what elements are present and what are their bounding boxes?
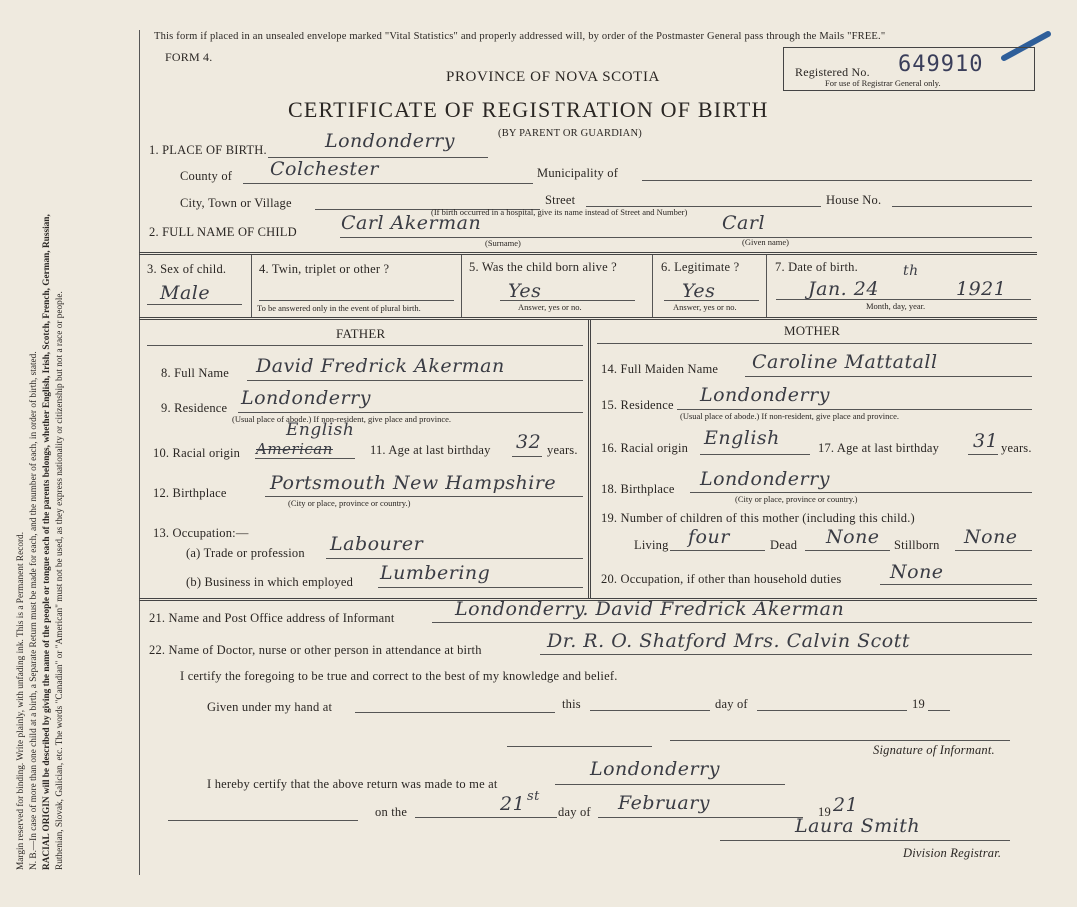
business-value: Lumbering (380, 562, 491, 584)
informant-signature-rule (507, 746, 652, 747)
informant-line (432, 622, 1032, 623)
informant-label: 21. Name and Post Office address of Informant (149, 611, 395, 625)
father-heading-rule (147, 345, 583, 346)
legitimate-note: Answer, yes or no. (673, 302, 737, 312)
doctor-line (540, 654, 1032, 655)
form-number: FORM 4. (165, 50, 213, 64)
mother-abode-note: (Usual place of abode.) If non-resident, give place and province. (680, 411, 900, 421)
dob-year-value: 1921 (956, 278, 1007, 300)
father-heading: FATHER (336, 326, 386, 341)
mother-name-label: 14. Full Maiden Name (601, 362, 719, 376)
certificate-title: CERTIFICATE OF REGISTRATION OF BIRTH (288, 97, 769, 122)
county-line (243, 183, 533, 184)
father-birthplace-line (265, 496, 583, 497)
grid-divider (766, 255, 767, 317)
city-label: City, Town or Village (180, 196, 292, 210)
legitimate-line (664, 300, 759, 301)
registration-day-suffix: st (527, 789, 540, 804)
mother-city-note: (City or place, province or country.) (735, 494, 858, 504)
province: PROVINCE OF NOVA SCOTIA (446, 69, 660, 85)
registration-day-value: 21 (500, 793, 526, 815)
hospital-note: (If birth occurred in a hospital, give its name instead of Street and Number) (431, 207, 688, 217)
father-age-line (512, 456, 542, 457)
born-alive-note: Answer, yes or no. (518, 302, 582, 312)
registration-month-line (598, 817, 803, 818)
day-of-label: day of (715, 697, 748, 711)
mother-residence-label: 15. Residence (601, 398, 674, 412)
place-of-birth-value: Londonderry (325, 130, 455, 152)
grid-top-border (139, 252, 1037, 255)
registrar-signature-line (720, 840, 1010, 841)
father-racial-value: English (286, 420, 355, 440)
informant-value: Londonderry. David Fredrick Akerman (455, 598, 845, 620)
father-residence-line (238, 412, 583, 413)
trade-line (326, 558, 583, 559)
father-racial-struck-value: American (256, 440, 333, 458)
registration-place-line (555, 784, 785, 785)
postal-note: This form if placed in an unsealed envelope marked "Vital Statistics" and properly addressed will, by order of the Postmaster General pass through the Mails "FREE." (154, 31, 886, 42)
mother-birthplace-line (690, 492, 1032, 493)
house-no-label: House No. (826, 193, 882, 207)
father-residence-value: Londonderry (241, 387, 371, 409)
dead-value: None (826, 526, 880, 548)
born-alive-value: Yes (508, 280, 542, 302)
mother-age-label: 17. Age at last birthday (818, 441, 940, 455)
children-count-label: 19. Number of children of this mother (including this child.) (601, 511, 915, 525)
hereby-certify-label: I hereby certify that the above return was made to me at (207, 777, 498, 791)
certificate-subtitle: (BY PARENT OR GUARDIAN) (498, 128, 642, 139)
mother-name-line (745, 376, 1032, 377)
dead-label: Dead (770, 538, 798, 552)
mother-occupation-label: 20. Occupation, if other than household duties (601, 572, 842, 586)
father-age-label: 11. Age at last birthday (370, 443, 491, 457)
legitimate-value: Yes (682, 280, 716, 302)
father-city-note: (City or place, province or country.) (288, 498, 411, 508)
informant-signature-line (670, 740, 1010, 741)
margin-line-1: Margin reserved for binding. Write plainly, with unfading ink. This is a Permanent Record. (16, 531, 26, 870)
occupation-label: 13. Occupation:— (153, 526, 249, 540)
registration-place-value: Londonderry (590, 758, 720, 780)
registration-year-value: 21 (833, 794, 859, 816)
sex-label: 3. Sex of child. (147, 262, 227, 276)
full-name-line (340, 237, 1032, 238)
dob-suffix-value: th (903, 263, 919, 279)
mother-name-value: Caroline Mattatall (752, 351, 938, 373)
mother-age-value: 31 (973, 430, 999, 452)
registration-box (783, 47, 1035, 91)
trade-value: Labourer (330, 533, 424, 555)
child-surname-value: Carl Akerman (341, 212, 482, 234)
registration-year-prefix: 19 (818, 805, 831, 819)
registration-month-value: February (618, 792, 711, 814)
father-name-value: David Fredrick Akerman (256, 355, 505, 377)
given-under-label: Given under my hand at (207, 700, 333, 714)
day-of-label-2: day of (558, 805, 591, 819)
business-line (378, 587, 583, 588)
margin-line-4: Ruthenian, Slovak, Galician, etc. The words "Canadian" or "American" must not be used, as they express nationality or citizenship but not a race or people. (55, 291, 65, 870)
this-label: this (562, 697, 581, 711)
full-name-label: 2. FULL NAME OF CHILD (149, 225, 297, 239)
certify-statement: I certify the foregoing to be true and correct to the best of my knowledge and belief. (180, 669, 618, 683)
father-racial-label: 10. Racial origin (153, 446, 241, 460)
father-name-line (247, 380, 583, 381)
house-line (892, 206, 1032, 207)
registrar-note: For use of Registrar General only. (825, 78, 941, 88)
mother-heading: MOTHER (784, 323, 841, 338)
father-racial-line (255, 458, 355, 459)
father-age-value: 32 (516, 431, 542, 453)
dead-line (805, 550, 890, 551)
father-residence-label: 9. Residence (161, 401, 228, 415)
mother-birthplace-label: 18. Birthplace (601, 482, 675, 496)
father-birthplace-label: 12. Birthplace (153, 486, 227, 500)
registered-number: 649910 (898, 52, 984, 77)
mother-age-line (968, 454, 998, 455)
dob-note: Month, day, year. (866, 301, 926, 311)
twin-note: To be answered only in the event of plural birth. (257, 303, 421, 313)
margin-line-3: RACIAL ORIGIN will be described by giving the name of the people or tongue each of the parents belongs, whether English, Irish, Scotch, French, German, Russian, (42, 214, 52, 870)
stillborn-label: Stillborn (894, 538, 940, 552)
given-place-line (355, 712, 555, 713)
mother-occupation-value: None (890, 561, 944, 583)
margin-rule (139, 30, 140, 875)
twin-line (259, 300, 454, 301)
legitimate-label: 6. Legitimate ? (661, 260, 740, 274)
place-of-birth-label: 1. PLACE OF BIRTH. (149, 143, 267, 157)
given-month-line (757, 710, 907, 711)
municipality-label: Municipality of (537, 166, 619, 180)
living-value: four (688, 526, 730, 548)
sex-line (147, 304, 242, 305)
trade-label: (a) Trade or profession (186, 546, 305, 560)
living-label: Living (634, 538, 669, 552)
father-abode-note: (Usual place of abode.) If non-resident, give place and province. (232, 414, 452, 424)
born-alive-line (500, 300, 635, 301)
dob-month-day-value: Jan. 24 (808, 278, 879, 300)
street-label: Street (545, 193, 576, 207)
sex-value: Male (160, 282, 211, 304)
mother-racial-line (700, 454, 810, 455)
surname-caption: (Surname) (485, 238, 521, 248)
father-name-label: 8. Full Name (161, 366, 230, 380)
dob-line (776, 299, 1031, 300)
dob-label: 7. Date of birth. (775, 260, 858, 274)
business-label: (b) Business in which employed (186, 575, 354, 589)
given-day-line (590, 710, 710, 711)
county-label: County of (180, 169, 233, 183)
mother-heading-rule (597, 343, 1032, 344)
mother-years-label: years. (1001, 441, 1032, 455)
given-name-caption: (Given name) (742, 237, 789, 247)
parents-divider (588, 320, 591, 598)
division-registrar-label: Division Registrar. (903, 846, 1002, 860)
registered-label: Registered No. (795, 65, 870, 79)
signature-informant-label: Signature of Informant. (873, 743, 995, 757)
on-the-label: on the (375, 805, 408, 819)
registrar-signature: Laura Smith (795, 815, 921, 837)
year-19-label: 19 (912, 697, 925, 711)
mother-residence-line (677, 409, 1032, 410)
stillborn-line (955, 550, 1032, 551)
municipality-line (642, 180, 1032, 181)
mother-residence-value: Londonderry (700, 384, 830, 406)
grid-divider (652, 255, 653, 317)
margin-line-2: N. B.—In case of more than one child at a birth, a Separate Return must be made for each, and the number of each, in order of birth, stated. (29, 351, 39, 870)
mother-racial-value: English (704, 427, 780, 449)
doctor-value: Dr. R. O. Shatford Mrs. Calvin Scott (547, 630, 910, 652)
registrar-rule-left (168, 820, 358, 821)
living-line (670, 550, 765, 551)
county-value: Colchester (270, 158, 379, 180)
mother-occupation-line (880, 584, 1032, 585)
grid-divider (461, 255, 462, 317)
child-given-value: Carl (722, 212, 766, 234)
stillborn-value: None (964, 526, 1018, 548)
father-birthplace-value: Portsmouth New Hampshire (270, 472, 557, 494)
twin-label: 4. Twin, triplet or other ? (259, 262, 390, 276)
mother-racial-label: 16. Racial origin (601, 441, 689, 455)
father-years-label: years. (547, 443, 578, 457)
grid-divider (251, 255, 252, 317)
mother-birthplace-value: Londonderry (700, 468, 830, 490)
registration-day-line (415, 817, 557, 818)
born-alive-label: 5. Was the child born alive ? (469, 260, 617, 274)
doctor-label: 22. Name of Doctor, nurse or other person in attendance at birth (149, 643, 482, 657)
given-year-line (928, 710, 950, 711)
margin-instructions (15, 80, 75, 870)
